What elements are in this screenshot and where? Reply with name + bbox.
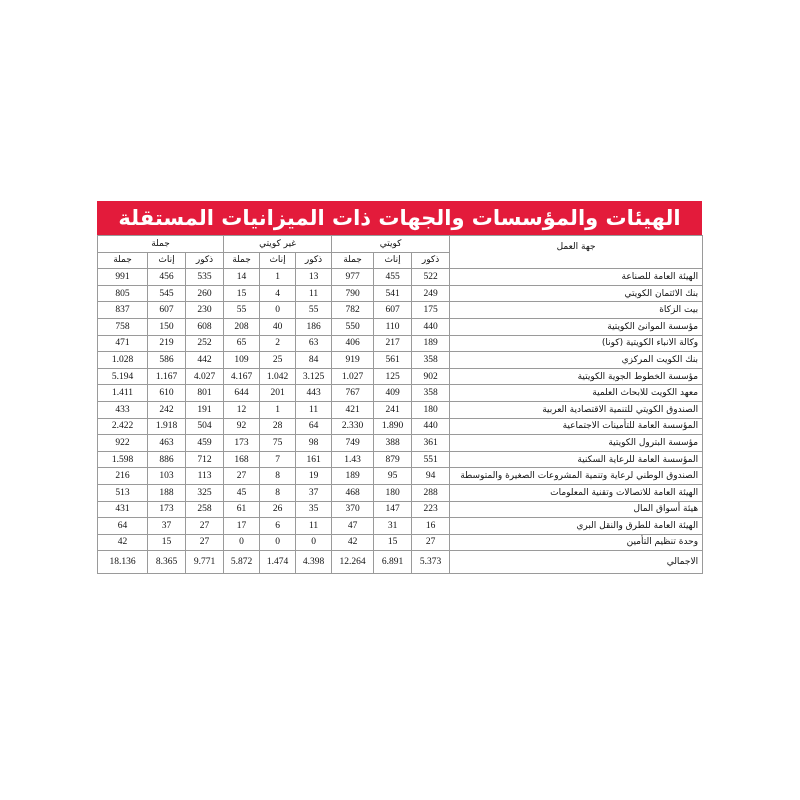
value-cell: 991 — [98, 269, 148, 286]
value-cell: 9.771 — [186, 551, 224, 574]
value-cell: 84 — [296, 352, 332, 369]
header-female: إناث — [374, 252, 412, 269]
entity-cell: مؤسسة البترول الكويتية — [450, 435, 703, 452]
value-cell: 17 — [224, 518, 260, 535]
value-cell: 65 — [224, 335, 260, 352]
table-row — [98, 501, 703, 518]
entity-cell: وكالة الانباء الكويتية (كونا) — [450, 335, 703, 352]
entity-cell: الهيئة العامة للطرق والنقل البري — [450, 518, 703, 535]
value-cell: 11 — [296, 518, 332, 535]
value-cell: 12.264 — [332, 551, 374, 574]
value-cell: 189 — [412, 335, 450, 352]
value-cell: 7 — [260, 451, 296, 468]
value-cell: 0 — [224, 534, 260, 551]
value-cell: 358 — [412, 385, 450, 402]
header-female: إناث — [148, 252, 186, 269]
header-sum: جملة — [332, 252, 374, 269]
header-female: إناث — [260, 252, 296, 269]
value-cell: 219 — [148, 335, 186, 352]
value-cell: 4.398 — [296, 551, 332, 574]
value-cell: 208 — [224, 318, 260, 335]
value-cell: 27 — [412, 534, 450, 551]
value-cell: 0 — [260, 302, 296, 319]
value-cell: 431 — [98, 501, 148, 518]
value-cell: 443 — [296, 385, 332, 402]
table-row — [98, 285, 703, 302]
entity-cell: بيت الزكاة — [450, 302, 703, 319]
value-cell: 216 — [98, 468, 148, 485]
value-cell: 45 — [224, 484, 260, 501]
value-cell: 27 — [186, 518, 224, 535]
table-row — [98, 401, 703, 418]
value-cell: 644 — [224, 385, 260, 402]
value-cell: 782 — [332, 302, 374, 319]
value-cell: 42 — [332, 534, 374, 551]
value-cell: 63 — [296, 335, 332, 352]
entity-cell: الهيئة العامة للصناعة — [450, 269, 703, 286]
value-cell: 440 — [412, 418, 450, 435]
value-cell: 790 — [332, 285, 374, 302]
value-cell: 217 — [374, 335, 412, 352]
value-cell: 610 — [148, 385, 186, 402]
value-cell: 463 — [148, 435, 186, 452]
header-male: ذكور — [186, 252, 224, 269]
data-table — [97, 235, 703, 574]
table-row — [98, 418, 703, 435]
entity-cell: الاجمالي — [450, 551, 703, 574]
header-entity: جهة العمل — [450, 236, 703, 269]
value-cell: 0 — [296, 534, 332, 551]
entity-cell: هيئة أسواق المال — [450, 501, 703, 518]
table-row — [98, 318, 703, 335]
value-cell: 4.027 — [186, 368, 224, 385]
value-cell: 535 — [186, 269, 224, 286]
header-sum: جملة — [98, 252, 148, 269]
value-cell: 15 — [374, 534, 412, 551]
value-cell: 191 — [186, 401, 224, 418]
value-cell: 504 — [186, 418, 224, 435]
value-cell: 0 — [260, 534, 296, 551]
entity-cell: المؤسسة العامة للتأمينات الاجتماعية — [450, 418, 703, 435]
value-cell: 15 — [148, 534, 186, 551]
value-cell: 42 — [98, 534, 148, 551]
value-cell: 75 — [260, 435, 296, 452]
value-cell: 188 — [148, 484, 186, 501]
value-cell: 258 — [186, 501, 224, 518]
value-cell: 147 — [374, 501, 412, 518]
value-cell: 541 — [374, 285, 412, 302]
value-cell: 767 — [332, 385, 374, 402]
entity-cell: الصندوق الكويتي للتنمية الاقتصادية العربية — [450, 401, 703, 418]
value-cell: 922 — [98, 435, 148, 452]
value-cell: 6.891 — [374, 551, 412, 574]
value-cell: 55 — [224, 302, 260, 319]
value-cell: 64 — [98, 518, 148, 535]
value-cell: 1.027 — [332, 368, 374, 385]
value-cell: 113 — [186, 468, 224, 485]
entity-cell: وحدة تنظيم التأمين — [450, 534, 703, 551]
value-cell: 35 — [296, 501, 332, 518]
value-cell: 37 — [148, 518, 186, 535]
value-cell: 8.365 — [148, 551, 186, 574]
value-cell: 1.474 — [260, 551, 296, 574]
value-cell: 406 — [332, 335, 374, 352]
value-cell: 2.330 — [332, 418, 374, 435]
value-cell: 513 — [98, 484, 148, 501]
entity-cell: بنك الكويت المركزي — [450, 352, 703, 369]
value-cell: 471 — [98, 335, 148, 352]
value-cell: 5.872 — [224, 551, 260, 574]
value-cell: 1.167 — [148, 368, 186, 385]
value-cell: 180 — [412, 401, 450, 418]
value-cell: 421 — [332, 401, 374, 418]
table-row — [98, 484, 703, 501]
value-cell: 110 — [374, 318, 412, 335]
value-cell: 388 — [374, 435, 412, 452]
value-cell: 561 — [374, 352, 412, 369]
value-cell: 919 — [332, 352, 374, 369]
value-cell: 2.422 — [98, 418, 148, 435]
value-cell: 1.890 — [374, 418, 412, 435]
value-cell: 95 — [374, 468, 412, 485]
value-cell: 161 — [296, 451, 332, 468]
value-cell: 37 — [296, 484, 332, 501]
value-cell: 1 — [260, 401, 296, 418]
value-cell: 805 — [98, 285, 148, 302]
value-cell: 758 — [98, 318, 148, 335]
header-group-total: جملة — [98, 236, 224, 253]
value-cell: 468 — [332, 484, 374, 501]
value-cell: 11 — [296, 401, 332, 418]
value-cell: 249 — [412, 285, 450, 302]
value-cell: 230 — [186, 302, 224, 319]
value-cell: 201 — [260, 385, 296, 402]
table-row — [98, 468, 703, 485]
value-cell: 31 — [374, 518, 412, 535]
value-cell: 608 — [186, 318, 224, 335]
value-cell: 47 — [332, 518, 374, 535]
value-cell: 8 — [260, 484, 296, 501]
value-cell: 879 — [374, 451, 412, 468]
value-cell: 1.042 — [260, 368, 296, 385]
value-cell: 223 — [412, 501, 450, 518]
value-cell: 325 — [186, 484, 224, 501]
value-cell: 27 — [186, 534, 224, 551]
value-cell: 586 — [148, 352, 186, 369]
value-cell: 242 — [148, 401, 186, 418]
entity-cell: المؤسسة العامة للرعاية السكنية — [450, 451, 703, 468]
value-cell: 440 — [412, 318, 450, 335]
value-cell: 55 — [296, 302, 332, 319]
value-cell: 6 — [260, 518, 296, 535]
value-cell: 61 — [224, 501, 260, 518]
value-cell: 749 — [332, 435, 374, 452]
header-row-groups — [98, 236, 703, 253]
table-row — [98, 302, 703, 319]
value-cell: 3.125 — [296, 368, 332, 385]
value-cell: 125 — [374, 368, 412, 385]
value-cell: 358 — [412, 352, 450, 369]
value-cell: 607 — [374, 302, 412, 319]
value-cell: 801 — [186, 385, 224, 402]
value-cell: 607 — [148, 302, 186, 319]
value-cell: 15 — [224, 285, 260, 302]
table-row — [98, 534, 703, 551]
value-cell: 40 — [260, 318, 296, 335]
header-group-non-kuwaiti: غير كويتي — [224, 236, 332, 253]
entity-cell: الصندوق الوطني لرعاية وتنمية المشروعات الصغيرة والمتوسطة — [450, 468, 703, 485]
value-cell: 551 — [412, 451, 450, 468]
value-cell: 173 — [224, 435, 260, 452]
entity-cell: الهيئة العامة للاتصالات وتقنية المعلومات — [450, 484, 703, 501]
table-row — [98, 518, 703, 535]
value-cell: 8 — [260, 468, 296, 485]
value-cell: 103 — [148, 468, 186, 485]
value-cell: 98 — [296, 435, 332, 452]
table-title: الهيئات والمؤسسات والجهات ذات الميزانيات المستقلة — [97, 201, 702, 235]
value-cell: 252 — [186, 335, 224, 352]
value-cell: 409 — [374, 385, 412, 402]
value-cell: 1.598 — [98, 451, 148, 468]
value-cell: 1 — [260, 269, 296, 286]
value-cell: 442 — [186, 352, 224, 369]
table-row — [98, 435, 703, 452]
value-cell: 545 — [148, 285, 186, 302]
value-cell: 902 — [412, 368, 450, 385]
value-cell: 18.136 — [98, 551, 148, 574]
value-cell: 456 — [148, 269, 186, 286]
value-cell: 11 — [296, 285, 332, 302]
table-row — [98, 451, 703, 468]
value-cell: 977 — [332, 269, 374, 286]
total-row — [98, 551, 703, 574]
value-cell: 1.918 — [148, 418, 186, 435]
table-row — [98, 269, 703, 286]
table-row — [98, 368, 703, 385]
value-cell: 5.373 — [412, 551, 450, 574]
value-cell: 173 — [148, 501, 186, 518]
header-sum: جملة — [224, 252, 260, 269]
value-cell: 168 — [224, 451, 260, 468]
value-cell: 837 — [98, 302, 148, 319]
value-cell: 1.43 — [332, 451, 374, 468]
value-cell: 14 — [224, 269, 260, 286]
value-cell: 712 — [186, 451, 224, 468]
value-cell: 1.028 — [98, 352, 148, 369]
value-cell: 455 — [374, 269, 412, 286]
value-cell: 550 — [332, 318, 374, 335]
value-cell: 28 — [260, 418, 296, 435]
value-cell: 180 — [374, 484, 412, 501]
value-cell: 5.194 — [98, 368, 148, 385]
value-cell: 260 — [186, 285, 224, 302]
entity-cell: معهد الكويت للابحاث العلمية — [450, 385, 703, 402]
table-row — [98, 385, 703, 402]
value-cell: 150 — [148, 318, 186, 335]
value-cell: 241 — [374, 401, 412, 418]
value-cell: 4 — [260, 285, 296, 302]
entity-cell: مؤسسة الخطوط الجوية الكويتية — [450, 368, 703, 385]
value-cell: 175 — [412, 302, 450, 319]
value-cell: 94 — [412, 468, 450, 485]
value-cell: 109 — [224, 352, 260, 369]
value-cell: 92 — [224, 418, 260, 435]
value-cell: 16 — [412, 518, 450, 535]
header-male: ذكور — [296, 252, 332, 269]
value-cell: 459 — [186, 435, 224, 452]
table-row — [98, 335, 703, 352]
value-cell: 370 — [332, 501, 374, 518]
value-cell: 288 — [412, 484, 450, 501]
table-body — [98, 269, 703, 574]
value-cell: 522 — [412, 269, 450, 286]
entity-cell: بنك الائتمان الكويتي — [450, 285, 703, 302]
value-cell: 4.167 — [224, 368, 260, 385]
table-container — [97, 201, 702, 574]
value-cell: 189 — [332, 468, 374, 485]
value-cell: 13 — [296, 269, 332, 286]
value-cell: 886 — [148, 451, 186, 468]
value-cell: 433 — [98, 401, 148, 418]
table-row — [98, 352, 703, 369]
value-cell: 25 — [260, 352, 296, 369]
header-group-kuwaiti: كويتي — [332, 236, 450, 253]
value-cell: 64 — [296, 418, 332, 435]
entity-cell: مؤسسة الموانئ الكويتية — [450, 318, 703, 335]
value-cell: 27 — [224, 468, 260, 485]
value-cell: 186 — [296, 318, 332, 335]
value-cell: 1.411 — [98, 385, 148, 402]
value-cell: 26 — [260, 501, 296, 518]
header-male: ذكور — [412, 252, 450, 269]
value-cell: 2 — [260, 335, 296, 352]
value-cell: 361 — [412, 435, 450, 452]
value-cell: 12 — [224, 401, 260, 418]
value-cell: 19 — [296, 468, 332, 485]
